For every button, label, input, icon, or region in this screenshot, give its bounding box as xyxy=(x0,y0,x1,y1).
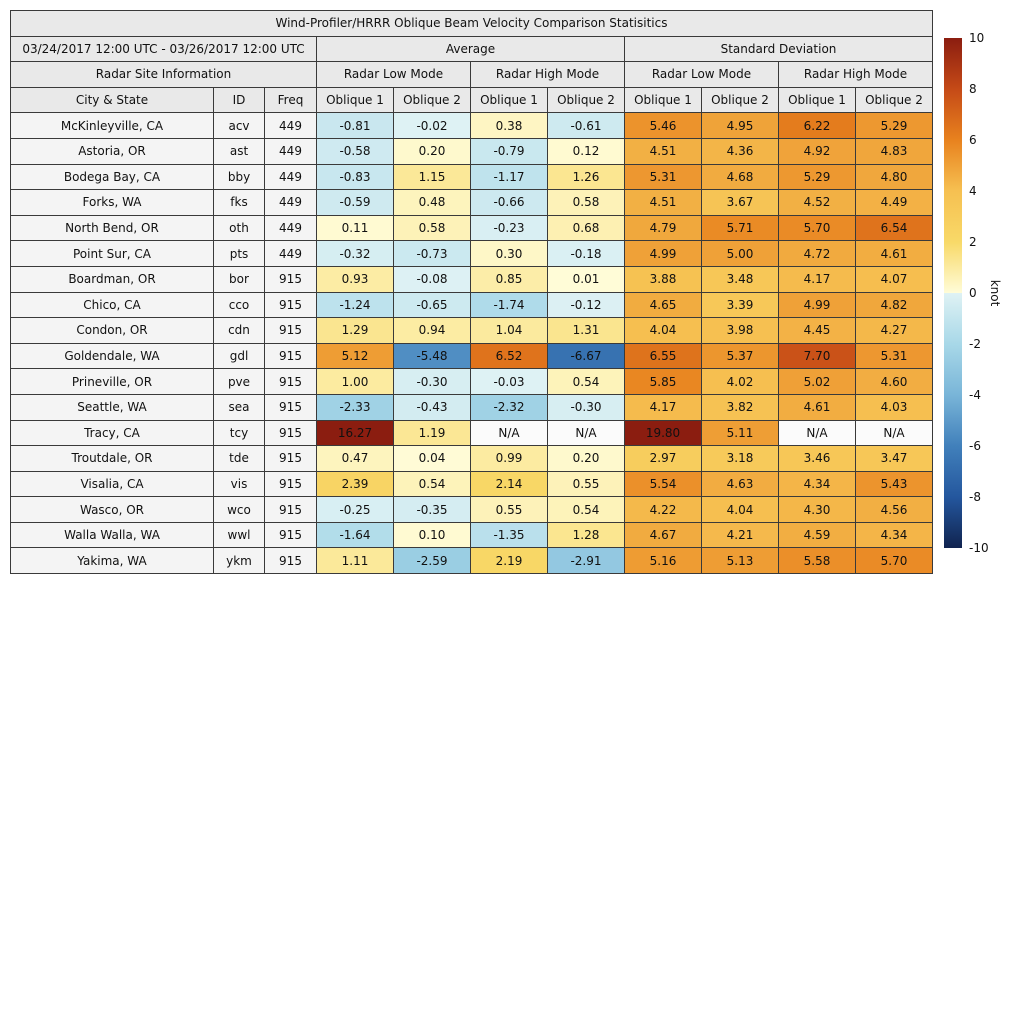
value-cell: -2.59 xyxy=(394,548,471,574)
value-cell: -0.66 xyxy=(471,190,548,216)
value-cell: 5.58 xyxy=(779,548,856,574)
freq-cell: 915 xyxy=(265,548,317,574)
value-cell: 4.17 xyxy=(779,266,856,292)
value-cell: 4.17 xyxy=(625,394,702,420)
freq-cell: 449 xyxy=(265,113,317,139)
table-row xyxy=(11,215,933,241)
value-cell: 4.07 xyxy=(856,266,933,292)
value-cell: 4.99 xyxy=(625,241,702,267)
table-row xyxy=(11,420,933,446)
value-cell: 0.58 xyxy=(394,215,471,241)
id-cell: tde xyxy=(214,446,265,472)
freq-cell: 449 xyxy=(265,190,317,216)
value-cell: 4.61 xyxy=(779,394,856,420)
city-cell: Visalia, CA xyxy=(11,471,214,497)
id-cell: ast xyxy=(214,138,265,164)
value-cell: 4.80 xyxy=(856,164,933,190)
id-cell: ykm xyxy=(214,548,265,574)
value-cell: 6.52 xyxy=(471,343,548,369)
oblique2-header: Oblique 2 xyxy=(856,87,933,113)
city-cell: Prineville, OR xyxy=(11,369,214,395)
value-cell: 4.03 xyxy=(856,394,933,420)
value-cell: 3.39 xyxy=(702,292,779,318)
colorbar xyxy=(944,31,1014,555)
value-cell: -0.35 xyxy=(394,497,471,523)
value-cell: -2.33 xyxy=(317,394,394,420)
colorbar-tick-label: -10 xyxy=(969,541,989,555)
id-cell: wwl xyxy=(214,522,265,548)
value-cell: 0.85 xyxy=(471,266,548,292)
value-cell: -0.02 xyxy=(394,113,471,139)
value-cell: -0.58 xyxy=(317,138,394,164)
freq-cell: 915 xyxy=(265,369,317,395)
colorbar-gradient xyxy=(944,38,962,548)
table-row xyxy=(11,548,933,574)
value-cell: 1.11 xyxy=(317,548,394,574)
value-cell: 4.99 xyxy=(779,292,856,318)
value-cell: N/A xyxy=(471,420,548,446)
table-row xyxy=(11,138,933,164)
value-cell: 4.79 xyxy=(625,215,702,241)
freq-cell: 449 xyxy=(265,241,317,267)
city-cell: Troutdale, OR xyxy=(11,446,214,472)
id-cell: gdl xyxy=(214,343,265,369)
table-row xyxy=(11,394,933,420)
value-cell: 1.28 xyxy=(548,522,625,548)
city-cell: McKinleyville, CA xyxy=(11,113,214,139)
value-cell: N/A xyxy=(779,420,856,446)
city-cell: Goldendale, WA xyxy=(11,343,214,369)
title-row xyxy=(11,11,933,37)
city-cell: Condon, OR xyxy=(11,318,214,344)
value-cell: 3.48 xyxy=(702,266,779,292)
colorbar-tick-label: -8 xyxy=(969,490,981,504)
value-cell: 2.39 xyxy=(317,471,394,497)
value-cell: -1.17 xyxy=(471,164,548,190)
avg-high-mode-header: Radar High Mode xyxy=(471,62,625,88)
city-cell: Boardman, OR xyxy=(11,266,214,292)
freq-cell: 915 xyxy=(265,266,317,292)
colorbar-tick-label: 10 xyxy=(969,31,985,45)
table-row xyxy=(11,343,933,369)
city-cell: North Bend, OR xyxy=(11,215,214,241)
group-row xyxy=(11,36,933,62)
value-cell: 5.11 xyxy=(702,420,779,446)
id-header: ID xyxy=(214,87,265,113)
value-cell: 4.59 xyxy=(779,522,856,548)
id-cell: pts xyxy=(214,241,265,267)
value-cell: -5.48 xyxy=(394,343,471,369)
value-cell: -2.32 xyxy=(471,394,548,420)
freq-cell: 449 xyxy=(265,138,317,164)
id-cell: acv xyxy=(214,113,265,139)
table-body xyxy=(11,113,933,574)
column-row xyxy=(11,87,933,113)
value-cell: 4.30 xyxy=(779,497,856,523)
table-row xyxy=(11,292,933,318)
value-cell: 4.27 xyxy=(856,318,933,344)
value-cell: -0.61 xyxy=(548,113,625,139)
colorbar-tick-label: 6 xyxy=(969,133,977,147)
value-cell: 0.47 xyxy=(317,446,394,472)
value-cell: 4.34 xyxy=(779,471,856,497)
value-cell: -0.30 xyxy=(548,394,625,420)
std-low-mode-header: Radar Low Mode xyxy=(625,62,779,88)
value-cell: 5.70 xyxy=(856,548,933,574)
value-cell: 5.31 xyxy=(625,164,702,190)
freq-cell: 915 xyxy=(265,446,317,472)
value-cell: 4.49 xyxy=(856,190,933,216)
value-cell: 4.83 xyxy=(856,138,933,164)
value-cell: 5.37 xyxy=(702,343,779,369)
value-cell: 19.80 xyxy=(625,420,702,446)
value-cell: 0.04 xyxy=(394,446,471,472)
value-cell: 0.54 xyxy=(548,497,625,523)
value-cell: N/A xyxy=(548,420,625,446)
value-cell: 0.01 xyxy=(548,266,625,292)
id-cell: oth xyxy=(214,215,265,241)
oblique2-header: Oblique 2 xyxy=(702,87,779,113)
value-cell: -2.91 xyxy=(548,548,625,574)
value-cell: -1.24 xyxy=(317,292,394,318)
value-cell: -0.23 xyxy=(471,215,548,241)
value-cell: 5.43 xyxy=(856,471,933,497)
value-cell: -0.59 xyxy=(317,190,394,216)
table-row xyxy=(11,241,933,267)
freq-cell: 915 xyxy=(265,318,317,344)
oblique2-header: Oblique 2 xyxy=(548,87,625,113)
value-cell: 4.45 xyxy=(779,318,856,344)
table-row xyxy=(11,446,933,472)
value-cell: -0.81 xyxy=(317,113,394,139)
city-cell: Walla Walla, WA xyxy=(11,522,214,548)
city-cell: Chico, CA xyxy=(11,292,214,318)
value-cell: -0.30 xyxy=(394,369,471,395)
table-row xyxy=(11,113,933,139)
value-cell: 4.04 xyxy=(702,497,779,523)
value-cell: 5.85 xyxy=(625,369,702,395)
std-high-mode-header: Radar High Mode xyxy=(779,62,933,88)
freq-cell: 915 xyxy=(265,420,317,446)
colorbar-tick-label: -4 xyxy=(969,388,981,402)
value-cell: -0.73 xyxy=(394,241,471,267)
value-cell: 2.97 xyxy=(625,446,702,472)
value-cell: 0.48 xyxy=(394,190,471,216)
value-cell: 2.19 xyxy=(471,548,548,574)
colorbar-unit-label: knot xyxy=(988,279,1002,307)
oblique1-header: Oblique 1 xyxy=(471,87,548,113)
table-row xyxy=(11,522,933,548)
value-cell: -0.83 xyxy=(317,164,394,190)
value-cell: 5.29 xyxy=(856,113,933,139)
value-cell: 5.16 xyxy=(625,548,702,574)
freq-cell: 915 xyxy=(265,471,317,497)
table-row xyxy=(11,497,933,523)
value-cell: 0.54 xyxy=(548,369,625,395)
value-cell: 5.02 xyxy=(779,369,856,395)
value-cell: -0.79 xyxy=(471,138,548,164)
site-info-header: Radar Site Information xyxy=(11,62,317,88)
value-cell: 4.56 xyxy=(856,497,933,523)
value-cell: 1.26 xyxy=(548,164,625,190)
value-cell: 0.38 xyxy=(471,113,548,139)
colorbar-tick-label: -2 xyxy=(969,337,981,351)
value-cell: 4.92 xyxy=(779,138,856,164)
value-cell: -1.35 xyxy=(471,522,548,548)
value-cell: 4.65 xyxy=(625,292,702,318)
table-header xyxy=(11,11,933,113)
value-cell: 3.47 xyxy=(856,446,933,472)
oblique1-header: Oblique 1 xyxy=(625,87,702,113)
value-cell: -1.64 xyxy=(317,522,394,548)
value-cell: 6.54 xyxy=(856,215,933,241)
value-cell: 7.70 xyxy=(779,343,856,369)
value-cell: 3.98 xyxy=(702,318,779,344)
value-cell: -0.65 xyxy=(394,292,471,318)
colorbar-tick-label: 8 xyxy=(969,82,977,96)
value-cell: 4.72 xyxy=(779,241,856,267)
value-cell: -0.43 xyxy=(394,394,471,420)
value-cell: 4.95 xyxy=(702,113,779,139)
value-cell: 1.29 xyxy=(317,318,394,344)
value-cell: 0.55 xyxy=(471,497,548,523)
value-cell: -0.03 xyxy=(471,369,548,395)
value-cell: -1.74 xyxy=(471,292,548,318)
value-cell: 1.19 xyxy=(394,420,471,446)
colorbar-tick-label: 2 xyxy=(969,235,977,249)
value-cell: 4.36 xyxy=(702,138,779,164)
value-cell: 1.15 xyxy=(394,164,471,190)
id-cell: cdn xyxy=(214,318,265,344)
stats-table xyxy=(10,10,933,574)
value-cell: 6.22 xyxy=(779,113,856,139)
freq-cell: 449 xyxy=(265,215,317,241)
value-cell: 0.58 xyxy=(548,190,625,216)
value-cell: N/A xyxy=(856,420,933,446)
value-cell: 4.04 xyxy=(625,318,702,344)
table-row xyxy=(11,471,933,497)
date-range: 03/24/2017 12:00 UTC - 03/26/2017 12:00 UTC xyxy=(11,36,317,62)
value-cell: 3.67 xyxy=(702,190,779,216)
value-cell: 5.46 xyxy=(625,113,702,139)
value-cell: 5.29 xyxy=(779,164,856,190)
value-cell: 0.10 xyxy=(394,522,471,548)
value-cell: 3.46 xyxy=(779,446,856,472)
table-row xyxy=(11,318,933,344)
table-row xyxy=(11,369,933,395)
id-cell: bor xyxy=(214,266,265,292)
id-cell: wco xyxy=(214,497,265,523)
value-cell: -0.12 xyxy=(548,292,625,318)
value-cell: 5.12 xyxy=(317,343,394,369)
group-std-deviation: Standard Deviation xyxy=(625,36,933,62)
oblique2-header: Oblique 2 xyxy=(394,87,471,113)
value-cell: 4.51 xyxy=(625,190,702,216)
group-average: Average xyxy=(317,36,625,62)
colorbar-tick-label: 0 xyxy=(969,286,977,300)
city-cell: Yakima, WA xyxy=(11,548,214,574)
oblique1-header: Oblique 1 xyxy=(779,87,856,113)
id-cell: cco xyxy=(214,292,265,318)
table-row xyxy=(11,164,933,190)
id-cell: tcy xyxy=(214,420,265,446)
city-cell: Point Sur, CA xyxy=(11,241,214,267)
value-cell: 5.31 xyxy=(856,343,933,369)
oblique1-header: Oblique 1 xyxy=(317,87,394,113)
freq-cell: 915 xyxy=(265,497,317,523)
value-cell: 16.27 xyxy=(317,420,394,446)
value-cell: 4.68 xyxy=(702,164,779,190)
id-cell: vis xyxy=(214,471,265,497)
value-cell: 0.12 xyxy=(548,138,625,164)
value-cell: 4.61 xyxy=(856,241,933,267)
value-cell: 4.67 xyxy=(625,522,702,548)
value-cell: 5.70 xyxy=(779,215,856,241)
colorbar-tick-label: 4 xyxy=(969,184,977,198)
value-cell: 0.54 xyxy=(394,471,471,497)
value-cell: 0.30 xyxy=(471,241,548,267)
avg-low-mode-header: Radar Low Mode xyxy=(317,62,471,88)
value-cell: 0.68 xyxy=(548,215,625,241)
value-cell: 0.94 xyxy=(394,318,471,344)
city-cell: Seattle, WA xyxy=(11,394,214,420)
value-cell: -0.25 xyxy=(317,497,394,523)
value-cell: 0.20 xyxy=(394,138,471,164)
value-cell: -0.18 xyxy=(548,241,625,267)
value-cell: 0.20 xyxy=(548,446,625,472)
value-cell: 2.14 xyxy=(471,471,548,497)
value-cell: 5.54 xyxy=(625,471,702,497)
value-cell: 5.00 xyxy=(702,241,779,267)
freq-cell: 915 xyxy=(265,292,317,318)
colorbar-tick-label: -6 xyxy=(969,439,981,453)
value-cell: 3.18 xyxy=(702,446,779,472)
value-cell: 4.34 xyxy=(856,522,933,548)
city-cell: Wasco, OR xyxy=(11,497,214,523)
value-cell: -0.32 xyxy=(317,241,394,267)
value-cell: 4.82 xyxy=(856,292,933,318)
value-cell: -0.08 xyxy=(394,266,471,292)
value-cell: 4.02 xyxy=(702,369,779,395)
value-cell: 0.55 xyxy=(548,471,625,497)
value-cell: 1.31 xyxy=(548,318,625,344)
value-cell: 5.13 xyxy=(702,548,779,574)
id-cell: bby xyxy=(214,164,265,190)
table-title: Wind-Profiler/HRRR Oblique Beam Velocity Comparison Statisitics xyxy=(11,11,933,37)
freq-cell: 449 xyxy=(265,164,317,190)
mode-row xyxy=(11,62,933,88)
value-cell: 4.60 xyxy=(856,369,933,395)
value-cell: 4.22 xyxy=(625,497,702,523)
freq-cell: 915 xyxy=(265,522,317,548)
city-cell: Tracy, CA xyxy=(11,420,214,446)
id-cell: pve xyxy=(214,369,265,395)
freq-header: Freq xyxy=(265,87,317,113)
value-cell: -6.67 xyxy=(548,343,625,369)
value-cell: 0.93 xyxy=(317,266,394,292)
id-cell: sea xyxy=(214,394,265,420)
value-cell: 1.00 xyxy=(317,369,394,395)
value-cell: 3.82 xyxy=(702,394,779,420)
freq-cell: 915 xyxy=(265,394,317,420)
value-cell: 0.99 xyxy=(471,446,548,472)
value-cell: 4.21 xyxy=(702,522,779,548)
city-cell: Astoria, OR xyxy=(11,138,214,164)
value-cell: 0.11 xyxy=(317,215,394,241)
table-row xyxy=(11,190,933,216)
value-cell: 4.51 xyxy=(625,138,702,164)
value-cell: 3.88 xyxy=(625,266,702,292)
value-cell: 4.52 xyxy=(779,190,856,216)
value-cell: 1.04 xyxy=(471,318,548,344)
value-cell: 6.55 xyxy=(625,343,702,369)
value-cell: 4.63 xyxy=(702,471,779,497)
id-cell: fks xyxy=(214,190,265,216)
freq-cell: 915 xyxy=(265,343,317,369)
value-cell: 5.71 xyxy=(702,215,779,241)
city-cell: Forks, WA xyxy=(11,190,214,216)
city-cell: Bodega Bay, CA xyxy=(11,164,214,190)
city-state-header: City & State xyxy=(11,87,214,113)
table-row xyxy=(11,266,933,292)
